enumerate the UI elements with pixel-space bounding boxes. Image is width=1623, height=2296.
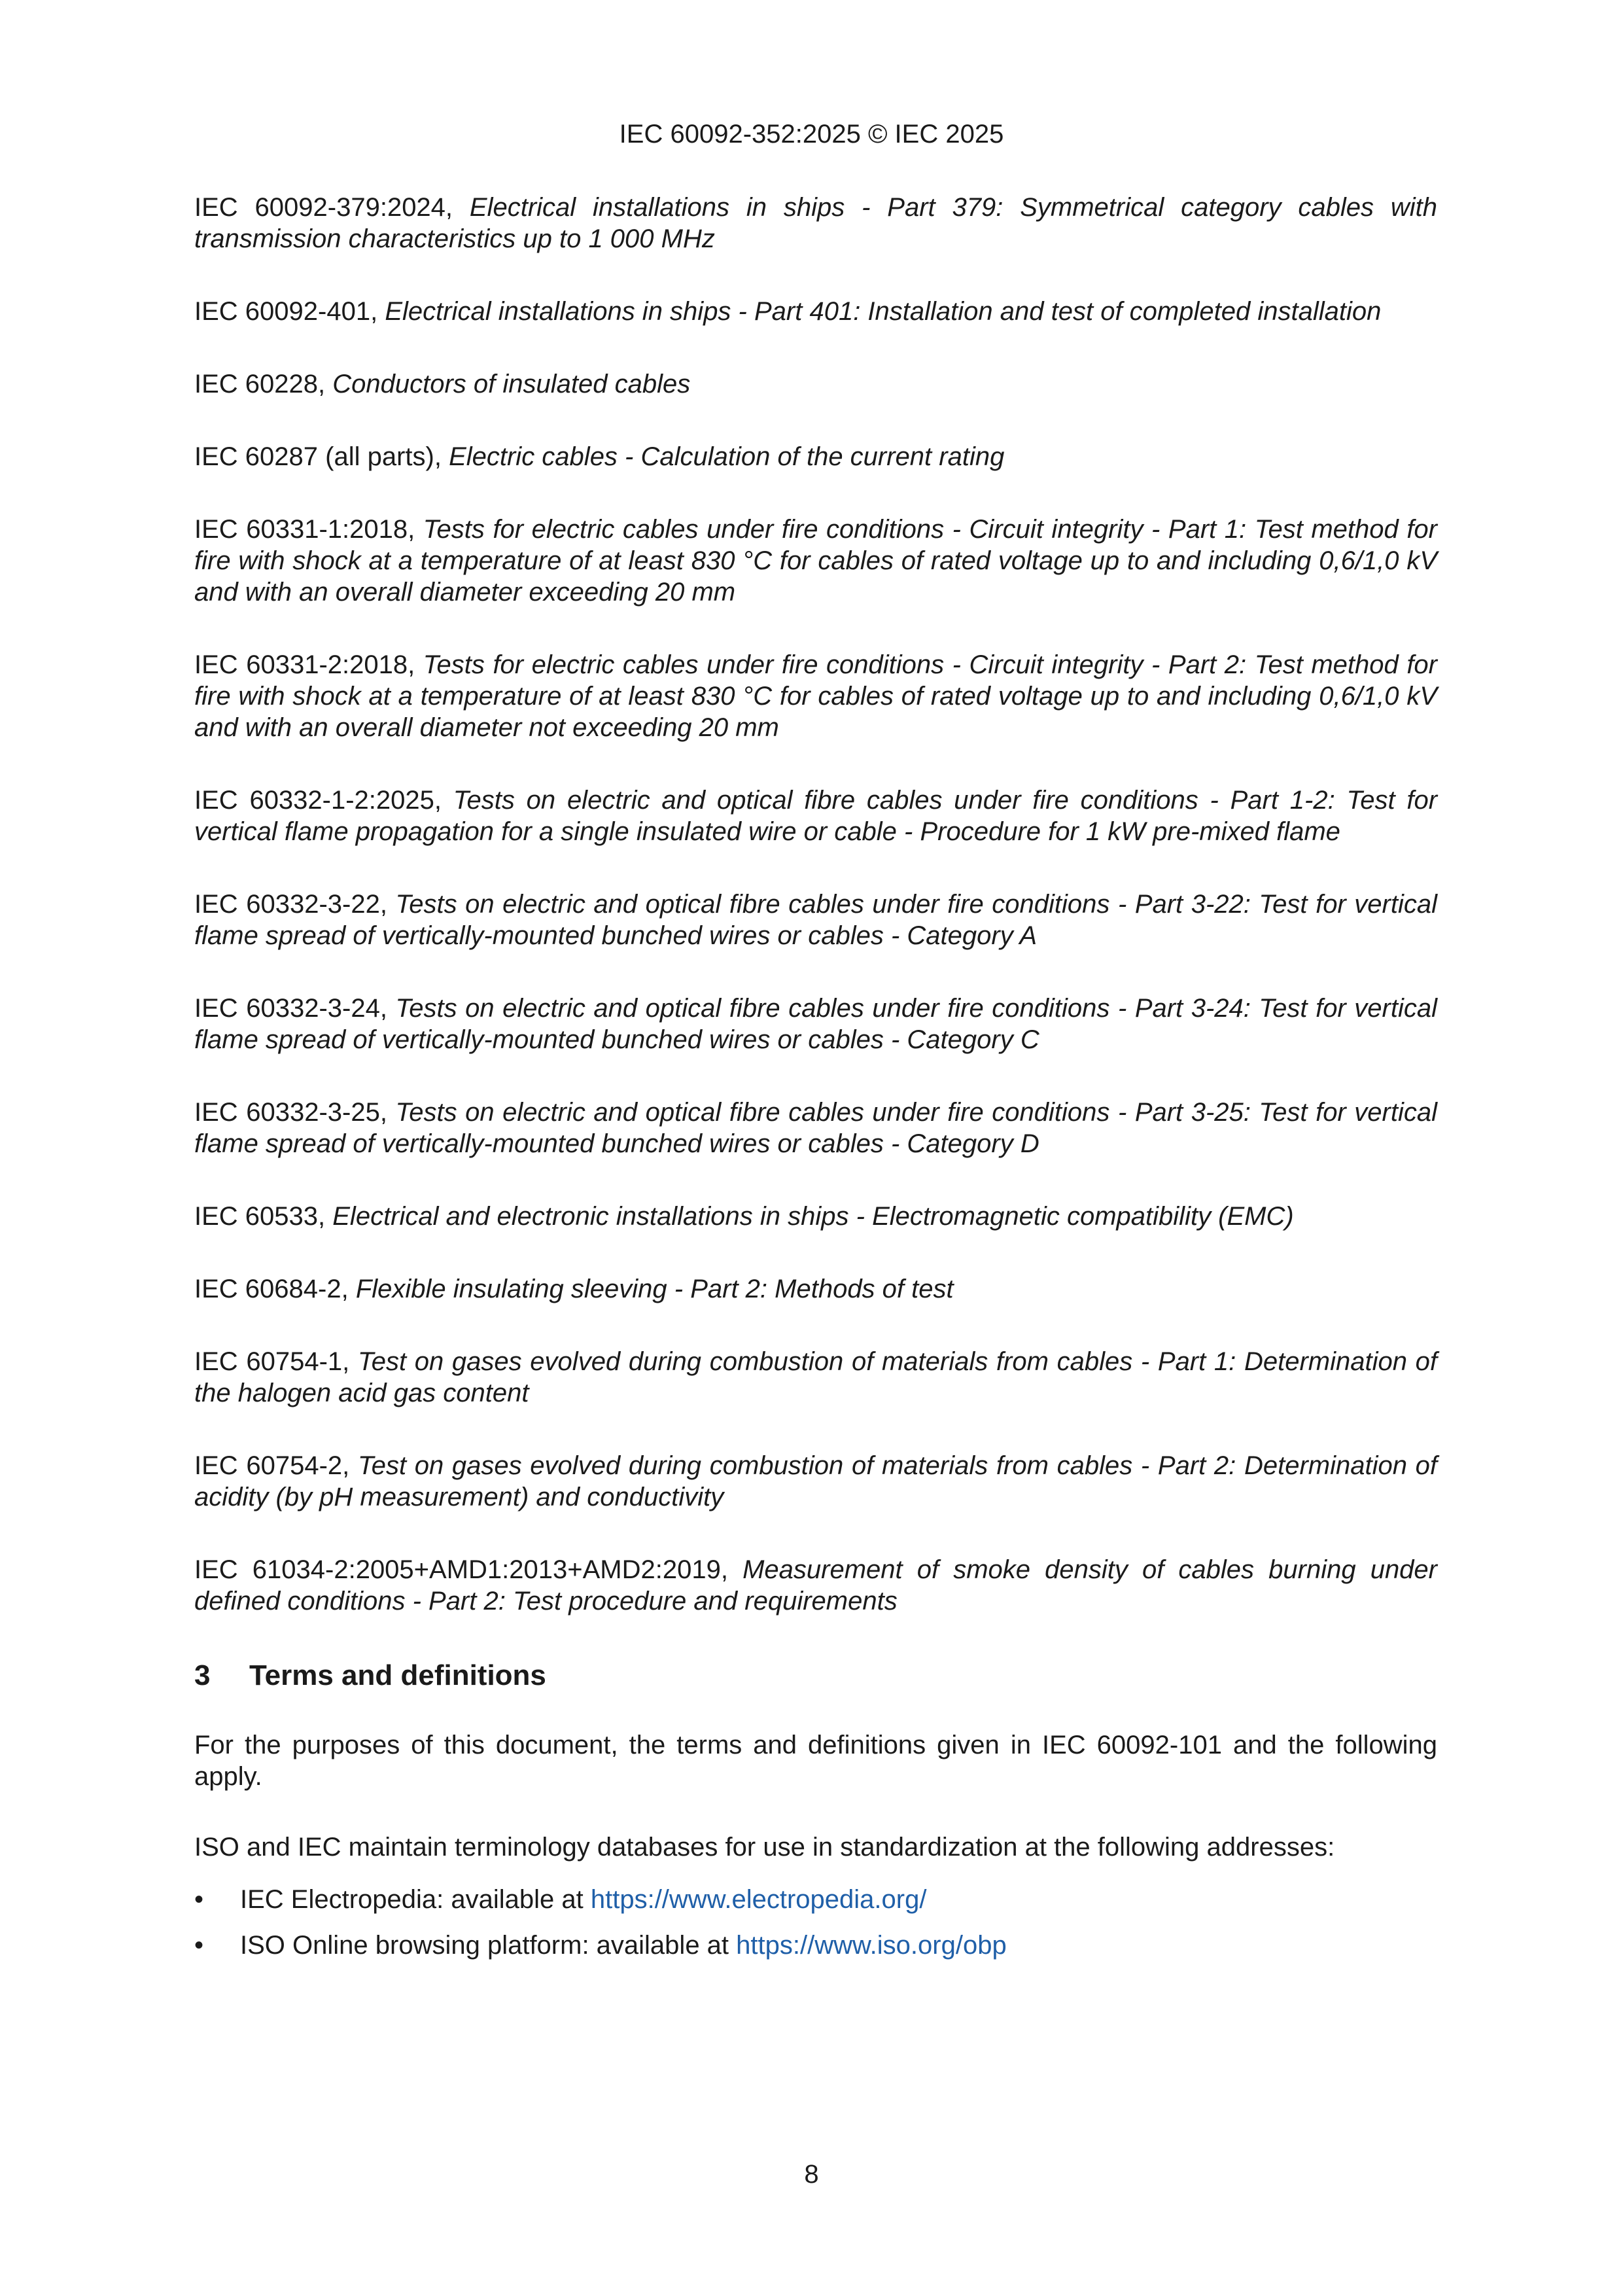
reference-id: IEC 60287 (all parts), <box>194 442 449 471</box>
reference-id: IEC 60092-401, <box>194 297 385 326</box>
paragraph: ISO and IEC maintain terminology databases for use in standardization at the following addresses: <box>194 1833 1335 1862</box>
reference-title: Electrical and electronic installations in ships - Electromagnetic compatibility (EMC) <box>332 1202 1294 1231</box>
reference-id: IEC 60332-3-24, <box>194 994 396 1023</box>
section-number: 3 <box>194 1659 211 1691</box>
reference-entry <box>194 1201 1437 1232</box>
reference-entry <box>194 1450 1437 1513</box>
bullet-icon: • <box>194 1931 204 1960</box>
section-heading <box>194 1658 1437 1693</box>
list-item-text: ISO Online browsing platform: available at <box>240 1931 737 1960</box>
reference-entry <box>194 1097 1437 1159</box>
reference-entry <box>194 296 1437 327</box>
list-item-text: IEC Electropedia: available at <box>240 1885 591 1914</box>
reference-title: Measurement of smoke density of cables burning under defined conditions - Part 2: Test procedure and requirements <box>194 1555 1437 1616</box>
reference-title: Tests on electric and optical fibre cables under fire conditions - Part 3-24: Test for vertical flame spread of vertically-mounted bunched wires or cables - Category C <box>194 994 1437 1054</box>
reference-id: IEC 60331-2:2018, <box>194 650 423 679</box>
reference-title: Test on gases evolved during combustion of materials from cables - Part 2: Determination of acidity (by pH measurement) and conductivity <box>194 1451 1437 1511</box>
reference-id: IEC 60754-1, <box>194 1347 358 1376</box>
list-item <box>194 1930 1437 1961</box>
reference-entry <box>194 1346 1437 1409</box>
normative-references-list <box>194 192 1437 1617</box>
document-body <box>194 192 1437 1975</box>
reference-id: IEC 60331-1:2018, <box>194 515 423 544</box>
reference-title: Tests for electric cables under fire conditions - Circuit integrity - Part 1: Test method for fire with shock at a temperature of at least 830 °C for cables of rated voltage up to and including 0,6/1,0 kV and with an overall diameter exceeding 20 mm <box>194 515 1437 607</box>
electropedia-link[interactable]: https://www.electropedia.org/ <box>590 1885 927 1914</box>
reference-title: Conductors of insulated cables <box>332 370 691 398</box>
list-item <box>194 1884 1437 1915</box>
reference-id: IEC 60092-379:2024, <box>194 193 470 222</box>
paragraph: For the purposes of this document, the terms and definitions given in IEC 60092-101 and the following apply. <box>194 1731 1437 1791</box>
reference-id: IEC 60332-3-25, <box>194 1098 396 1127</box>
reference-title: Flexible insulating sleeving - Part 2: Methods of test <box>355 1275 954 1303</box>
reference-title: Electric cables - Calculation of the current rating <box>449 442 1005 471</box>
reference-id: IEC 60684-2, <box>194 1275 356 1303</box>
reference-entry <box>194 514 1437 608</box>
reference-title: Tests on electric and optical fibre cables under fire conditions - Part 3-25: Test for vertical flame spread of vertically-mounted bunched wires or cables - Category D <box>194 1098 1437 1158</box>
reference-id: IEC 60228, <box>194 370 333 398</box>
iso-obp-link[interactable]: https://www.iso.org/obp <box>736 1931 1007 1960</box>
reference-title: Tests on electric and optical fibre cables under fire conditions - Part 1-2: Test for vertical flame propagation for a single insulated wire or cable - Procedure for 1 kW pre-mixed flame <box>194 786 1438 846</box>
terminology-database-list <box>194 1884 1437 1961</box>
page-number: 8 <box>804 2160 819 2189</box>
reference-entry <box>194 649 1437 743</box>
reference-title: Test on gases evolved during combustion of materials from cables - Part 1: Determination of the halogen acid gas content <box>194 1347 1437 1407</box>
reference-id: IEC 60533, <box>194 1202 333 1231</box>
reference-title: Electrical installations in ships - Part 379: Symmetrical category cables with transmission characteristics up to 1 000 MHz <box>194 193 1438 253</box>
reference-entry <box>194 192 1437 255</box>
reference-entry <box>194 889 1437 951</box>
reference-entry <box>194 1273 1437 1305</box>
bullet-icon: • <box>194 1885 204 1914</box>
reference-title: Electrical installations in ships - Part 401: Installation and test of completed installation <box>385 297 1382 326</box>
section-title: Terms and definitions <box>249 1659 546 1691</box>
reference-id: IEC 60332-3-22, <box>194 890 396 919</box>
reference-entry <box>194 441 1437 472</box>
reference-id: IEC 60754-2, <box>194 1451 358 1480</box>
reference-entry <box>194 785 1437 847</box>
reference-id: IEC 60332-1-2:2025, <box>194 786 453 815</box>
reference-entry <box>194 993 1437 1055</box>
reference-entry <box>194 1554 1437 1617</box>
reference-title: Tests on electric and optical fibre cables under fire conditions - Part 3-22: Test for vertical flame spread of vertically-mounted bunched wires or cables - Category A <box>194 890 1437 950</box>
reference-entry <box>194 368 1437 400</box>
reference-id: IEC 61034-2:2005+AMD1:2013+AMD2:2019, <box>194 1555 743 1584</box>
page-header: IEC 60092-352:2025 © IEC 2025 <box>619 120 1004 149</box>
reference-title: Tests for electric cables under fire conditions - Circuit integrity - Part 2: Test method for fire with shock at a temperature of at least 830 °C for cables of rated voltage up to and including 0,6/1,0 kV and with an overall diameter not exceeding 20 mm <box>194 650 1437 742</box>
